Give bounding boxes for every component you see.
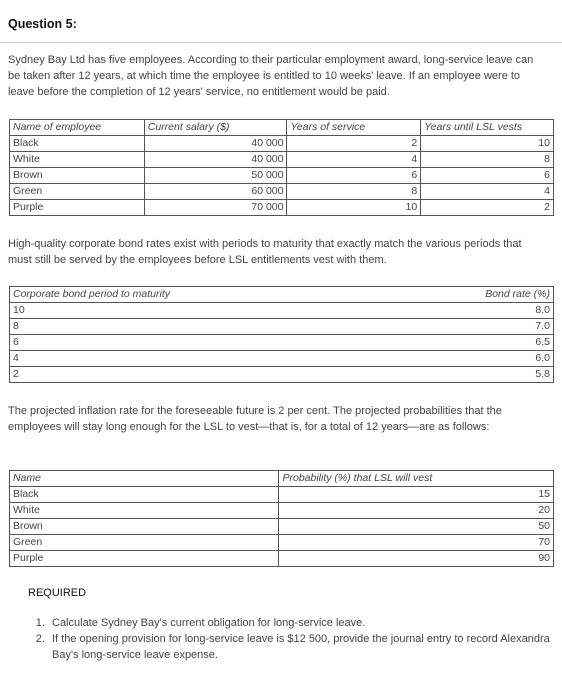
- employee-name-cell: Brown: [10, 519, 279, 535]
- years-of-service-cell: 10: [287, 200, 421, 216]
- years-of-service-cell: 2: [287, 136, 421, 152]
- divider: [0, 42, 562, 43]
- employee-name-cell: Green: [10, 535, 279, 551]
- salary-cell: 40 000: [144, 152, 287, 168]
- probability-cell: 20: [279, 503, 554, 519]
- table-row: [10, 351, 554, 367]
- bond-rate-cell: 6.0: [279, 351, 553, 367]
- bond-table: [9, 286, 554, 383]
- header-bond-period: Corporate bond period to maturity: [10, 287, 280, 303]
- header-name: Name: [10, 471, 279, 487]
- intro-paragraph: Sydney Bay Ltd has five employees. According to their particular employment award, long-service leave can be taken after 12 years, at which time the employee is entitled to 10 weeks' leave. If an employee were to leave before the completion of 12 years' service, no entitlement would be paid.: [8, 54, 534, 98]
- employee-name-cell: Black: [10, 487, 279, 503]
- question-title: Question 5:: [8, 17, 77, 31]
- years-of-service-cell: 4: [287, 152, 421, 168]
- salary-cell: 60 000: [144, 184, 287, 200]
- bond-rate-cell: 6.5: [279, 335, 553, 351]
- employee-name-cell: Black: [10, 136, 145, 152]
- bond-period-cell: 6: [10, 335, 280, 351]
- table-row: [10, 319, 554, 335]
- requirement-item: 1. Calculate Sydney Bay's current obligation for long-service leave.: [48, 615, 562, 631]
- bond-rate-cell: 8.0: [279, 303, 553, 319]
- employee-name-cell: White: [10, 152, 145, 168]
- table-row: [10, 551, 554, 567]
- table-row: [10, 535, 554, 551]
- bond-period-cell: 8: [10, 319, 280, 335]
- table-row: [10, 519, 554, 535]
- years-until-vest-cell: 6: [421, 168, 554, 184]
- bond-period-cell: 4: [10, 351, 280, 367]
- bond-rate-cell: 7.0: [279, 319, 553, 335]
- table-row: [10, 335, 554, 351]
- table-row: [10, 136, 554, 152]
- years-of-service-cell: 6: [287, 168, 421, 184]
- header-bond-rate: Bond rate (%): [279, 287, 553, 303]
- years-until-vest-cell: 2: [421, 200, 554, 216]
- years-of-service-cell: 8: [287, 184, 421, 200]
- header-name-of-employee: Name of employee: [10, 120, 145, 136]
- probability-cell: 50: [279, 519, 554, 535]
- required-heading: REQUIRED: [28, 587, 87, 599]
- employee-name-cell: Brown: [10, 168, 145, 184]
- employees-header-row: [10, 120, 554, 136]
- bond-period-cell: 2: [10, 367, 280, 383]
- years-until-vest-cell: 10: [421, 136, 554, 152]
- employee-name-cell: White: [10, 503, 279, 519]
- employee-name-cell: Purple: [10, 551, 279, 567]
- inflation-paragraph: The projected inflation rate for the foreseeable future is 2 per cent. The projected probabilities that the employees will stay long enough for the LSL to vest—that is, for a total of 12 years—are as follows:: [8, 405, 502, 433]
- table-row: [10, 168, 554, 184]
- requirement-item: 2. If the opening provision for long-service leave is $12 500, provide the journal entry to record Alexandra Bay's long-service leave expense.: [48, 631, 562, 663]
- table-row: [10, 152, 554, 168]
- table-row: [10, 200, 554, 216]
- years-until-vest-cell: 8: [421, 152, 554, 168]
- probability-cell: 70: [279, 535, 554, 551]
- employee-name-cell: Purple: [10, 200, 145, 216]
- probability-cell: 15: [279, 487, 554, 503]
- probability-table: [9, 470, 554, 567]
- header-years-until-lsl-vests: Years until LSL vests: [421, 120, 554, 136]
- probability-cell: 90: [279, 551, 554, 567]
- header-probability: Probability (%) that LSL will vest: [279, 471, 554, 487]
- header-years-of-service: Years of service: [287, 120, 421, 136]
- table-row: [10, 503, 554, 519]
- employee-name-cell: Green: [10, 184, 145, 200]
- bond-header-row: [10, 287, 554, 303]
- table-row: [10, 303, 554, 319]
- employees-table: [9, 119, 554, 216]
- years-until-vest-cell: 4: [421, 184, 554, 200]
- salary-cell: 50 000: [144, 168, 287, 184]
- bond-period-cell: 10: [10, 303, 280, 319]
- table-row: [10, 487, 554, 503]
- table-row: [10, 184, 554, 200]
- requirements-list: [28, 615, 562, 663]
- bond-paragraph: High-quality corporate bond rates exist with periods to maturity that exactly match the various periods that must still be served by the employees before LSL entitlements vest with them.: [8, 238, 522, 266]
- probability-header-row: [10, 471, 554, 487]
- salary-cell: 70 000: [144, 200, 287, 216]
- table-row: [10, 367, 554, 383]
- bond-rate-cell: 5.8: [279, 367, 553, 383]
- header-current-salary: Current salary ($): [144, 120, 287, 136]
- salary-cell: 40 000: [144, 136, 287, 152]
